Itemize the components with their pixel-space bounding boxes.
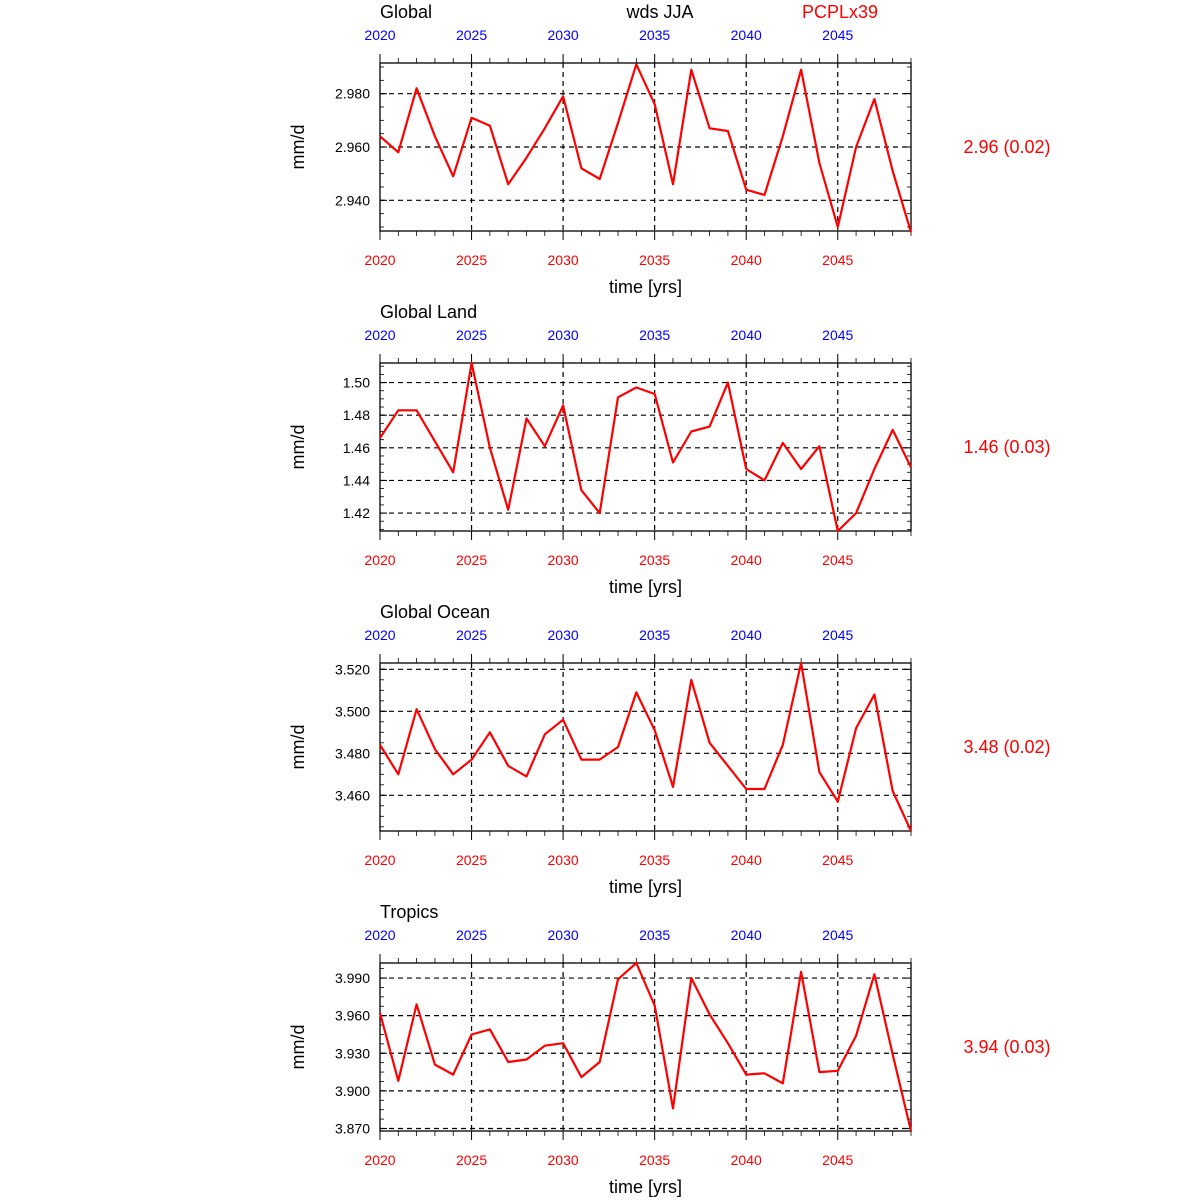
- top-tick-label: 2035: [639, 27, 671, 43]
- x-axis-label: time [yrs]: [608, 877, 683, 897]
- bottom-tick-label: 2040: [730, 1152, 762, 1168]
- case-title: PCPLx39: [801, 2, 879, 22]
- top-tick-label: 2040: [730, 927, 762, 943]
- top-tick-label: 2020: [364, 27, 396, 43]
- bottom-tick-label: 2045: [822, 552, 854, 568]
- top-tick-label: 2040: [730, 627, 762, 643]
- top-tick-label: 2045: [822, 627, 854, 643]
- top-tick-label: 2030: [547, 927, 579, 943]
- panel-2: [288, 302, 1051, 597]
- bottom-tick-label: 2040: [730, 252, 762, 268]
- series-line: [380, 64, 911, 232]
- bottom-tick-label: 2045: [822, 252, 854, 268]
- bottom-tick-label: 2035: [639, 852, 671, 868]
- y-tick-label: 3.460: [334, 787, 370, 804]
- x-axis-label: time [yrs]: [608, 1177, 683, 1197]
- top-tick-label: 2045: [822, 927, 854, 943]
- top-tick-label: 2035: [639, 327, 671, 343]
- mean-label: 2.96 (0.02): [963, 137, 1051, 157]
- bottom-tick-label: 2025: [455, 852, 488, 868]
- bottom-tick-label: 2045: [822, 852, 854, 868]
- bottom-tick-label: 2045: [822, 1152, 854, 1168]
- mean-label: 3.48 (0.02): [963, 737, 1051, 757]
- y-axis-label: mm/d: [288, 124, 308, 170]
- series-line: [380, 663, 911, 831]
- top-tick-label: 2025: [455, 327, 488, 343]
- y-tick-label: 1.44: [342, 472, 370, 489]
- mean-label: 1.46 (0.03): [963, 437, 1051, 457]
- top-tick-label: 2020: [364, 327, 396, 343]
- y-tick-label: 3.930: [334, 1045, 370, 1062]
- bottom-tick-label: 2025: [455, 1152, 488, 1168]
- top-tick-label: 2040: [730, 327, 762, 343]
- panels: [288, 2, 1051, 1197]
- top-tick-label: 2030: [547, 27, 579, 43]
- panel-4: [288, 902, 1051, 1197]
- bottom-tick-label: 2030: [547, 252, 579, 268]
- variable-title: wds JJA: [626, 2, 694, 22]
- bottom-tick-label: 2035: [639, 552, 671, 568]
- top-tick-label: 2035: [639, 927, 671, 943]
- panel-3: [288, 602, 1051, 897]
- y-tick-label: 2.980: [334, 85, 370, 102]
- panel-title: Tropics: [380, 902, 439, 922]
- top-tick-label: 2030: [547, 627, 579, 643]
- y-tick-label: 3.520: [334, 661, 370, 678]
- bottom-tick-label: 2035: [639, 1152, 671, 1168]
- y-tick-label: 3.480: [334, 745, 370, 762]
- bottom-tick-label: 2040: [730, 552, 762, 568]
- series-line: [380, 963, 911, 1131]
- panel-title: Global: [380, 2, 433, 22]
- top-tick-label: 2025: [455, 27, 488, 43]
- bottom-tick-label: 2025: [455, 252, 488, 268]
- top-tick-label: 2020: [364, 927, 396, 943]
- top-tick-label: 2030: [547, 327, 579, 343]
- bottom-tick-label: 2025: [455, 552, 488, 568]
- bottom-tick-label: 2020: [364, 1152, 396, 1168]
- y-tick-label: 3.960: [334, 1007, 370, 1024]
- top-tick-label: 2040: [730, 27, 762, 43]
- bottom-tick-label: 2020: [364, 252, 396, 268]
- bottom-tick-label: 2030: [547, 552, 579, 568]
- y-tick-label: 1.48: [342, 407, 370, 424]
- top-tick-label: 2045: [822, 327, 854, 343]
- y-tick-label: 2.960: [334, 139, 370, 155]
- top-tick-label: 2020: [364, 627, 396, 643]
- top-tick-label: 2035: [639, 627, 671, 643]
- y-tick-label: 3.990: [334, 970, 370, 987]
- y-tick-label: 3.900: [334, 1082, 370, 1099]
- series-line: [380, 363, 911, 531]
- panel-title: Global Ocean: [380, 602, 491, 622]
- bottom-tick-label: 2030: [547, 1152, 579, 1168]
- bottom-tick-label: 2030: [547, 852, 579, 868]
- x-axis-label: time [yrs]: [608, 277, 683, 297]
- panel-title: Global Land: [380, 302, 478, 322]
- y-tick-label: 2.940: [334, 192, 370, 209]
- y-axis-label: mm/d: [288, 424, 308, 470]
- y-tick-label: 1.50: [342, 374, 370, 391]
- y-tick-label: 1.42: [342, 505, 370, 522]
- y-axis-label: mm/d: [288, 724, 308, 770]
- panel-1: [288, 2, 1051, 297]
- bottom-tick-label: 2040: [730, 852, 762, 868]
- x-axis-label: time [yrs]: [608, 577, 683, 597]
- bottom-tick-label: 2035: [639, 252, 671, 268]
- y-axis-label: mm/d: [288, 1024, 308, 1070]
- top-tick-label: 2025: [455, 927, 488, 943]
- y-tick-label: 1.46: [342, 439, 370, 456]
- plot-frame: [380, 663, 911, 831]
- y-tick-label: 3.500: [334, 703, 370, 720]
- bottom-tick-label: 2020: [364, 852, 396, 868]
- y-tick-label: 3.870: [334, 1120, 370, 1137]
- mean-label: 3.94 (0.03): [963, 1037, 1051, 1057]
- bottom-tick-label: 2020: [364, 552, 396, 568]
- plot-frame: [380, 963, 911, 1131]
- top-tick-label: 2025: [455, 627, 488, 643]
- top-tick-label: 2045: [822, 27, 854, 43]
